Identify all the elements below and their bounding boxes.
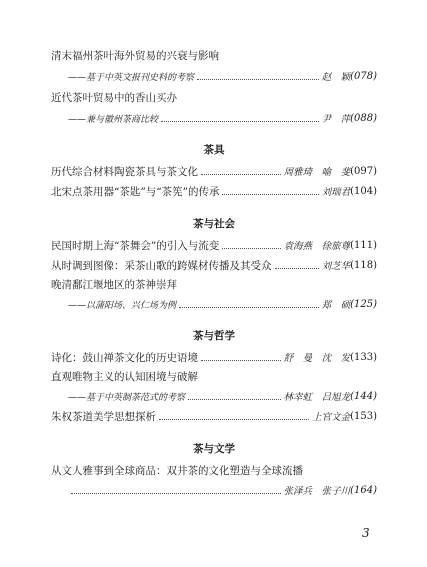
entry-title: 北宋点茶用器“茶匙”与“茶筅”的传承 xyxy=(51,185,220,198)
entry-title: 直观唯物主义的认知困境与破解 xyxy=(51,370,198,383)
toc-entry-sub xyxy=(68,482,377,498)
entry-author: 刘芝华 xyxy=(321,261,351,272)
entry-page: (164) xyxy=(350,484,377,496)
entry-author: 郑 硕 xyxy=(321,300,351,311)
leader-dots xyxy=(197,79,319,80)
leader-dots xyxy=(179,307,319,308)
entry-subtitle: ——兼与徽州茶商比较 xyxy=(68,114,159,125)
entry-page: (078) xyxy=(350,70,377,82)
entry-title: 近代茶叶贸易中的香山买办 xyxy=(51,91,177,104)
toc-entry-sub xyxy=(68,388,377,404)
entry-page: (153) xyxy=(350,410,377,422)
entry-author: 周雅琦 喻 斐 xyxy=(283,167,351,178)
page-number: 3 xyxy=(362,526,370,540)
toc-entry xyxy=(51,408,377,424)
entry-page: (111) xyxy=(350,239,377,251)
entry-author: 舒 曼 沈 发 xyxy=(283,353,351,364)
leader-dots xyxy=(201,174,281,175)
entry-subtitle: ——基于中英文报刊史料的考察 xyxy=(68,72,195,83)
entry-author: 袁海燕 徐旅尊 xyxy=(283,241,351,252)
leader-dots xyxy=(71,493,281,494)
toc-entry-sub xyxy=(68,68,377,84)
entry-title: 历代综合材料陶瓷茶具与茶文化 xyxy=(51,165,198,178)
entry-page: (088) xyxy=(350,112,377,124)
toc-entry-title xyxy=(51,276,377,292)
entry-title: 民国时期上海“茶舞会”的引入与流变 xyxy=(51,239,220,252)
leader-dots xyxy=(222,248,280,249)
toc-entry xyxy=(51,257,377,273)
entry-author: 赵 颖 xyxy=(321,72,351,83)
section-heading: 茶与哲学 xyxy=(193,330,235,342)
entry-author: 尹 萍 xyxy=(321,114,351,125)
toc-entry-title xyxy=(51,47,377,63)
toc-entry xyxy=(51,237,377,253)
entry-subtitle: ——以蒲阳场、兴仁场为例 xyxy=(68,300,177,311)
entry-title: 从文人雅事到全球商品：双井茶的文化塑造与全球流播 xyxy=(51,464,303,477)
section-heading: 茶具 xyxy=(203,144,225,156)
entry-page: (104) xyxy=(350,185,377,197)
entry-author: 上官文金 xyxy=(312,412,351,423)
entry-page: (133) xyxy=(350,351,377,363)
entry-page: (144) xyxy=(350,390,377,402)
leader-dots xyxy=(161,121,319,122)
entry-page: (118) xyxy=(350,259,377,271)
toc-entry-sub xyxy=(68,110,377,126)
leader-dots xyxy=(159,419,309,420)
entry-subtitle: ——基于中英制茶范式的考察 xyxy=(68,392,186,403)
toc-entry xyxy=(51,349,377,365)
toc-entry xyxy=(51,183,377,199)
toc-entry-title xyxy=(51,462,377,478)
leader-dots xyxy=(222,194,318,195)
entry-page: (125) xyxy=(350,298,377,310)
toc-entry-title xyxy=(51,368,377,384)
toc-entry-sub xyxy=(68,296,377,312)
leader-dots xyxy=(201,360,281,361)
toc-entry xyxy=(51,163,377,179)
toc-entry-title xyxy=(51,89,377,105)
entry-title: 诗化：鼓山禅茶文化的历史语境 xyxy=(51,351,198,364)
leader-dots xyxy=(188,399,281,400)
entry-author: 张泽兵 张子川 xyxy=(283,486,351,497)
leader-dots xyxy=(275,268,319,269)
entry-page: (097) xyxy=(350,165,377,177)
entry-title: 晚清鄱江堰地区的茶神崇拜 xyxy=(51,278,177,291)
entry-author: 林幸虹 吕旭龙 xyxy=(283,392,351,403)
section-heading: 茶与文学 xyxy=(193,443,235,455)
entry-author: 刘瑞君 xyxy=(321,187,351,198)
entry-title: 清末福州茶叶海外贸易的兴衰与影响 xyxy=(51,49,219,62)
entry-title: 从时调到图像：采茶山歌的跨媒材传播及其受众 xyxy=(51,259,272,272)
section-heading: 茶与社会 xyxy=(193,218,235,230)
entry-title: 朱权茶道美学思想探析 xyxy=(51,410,156,423)
